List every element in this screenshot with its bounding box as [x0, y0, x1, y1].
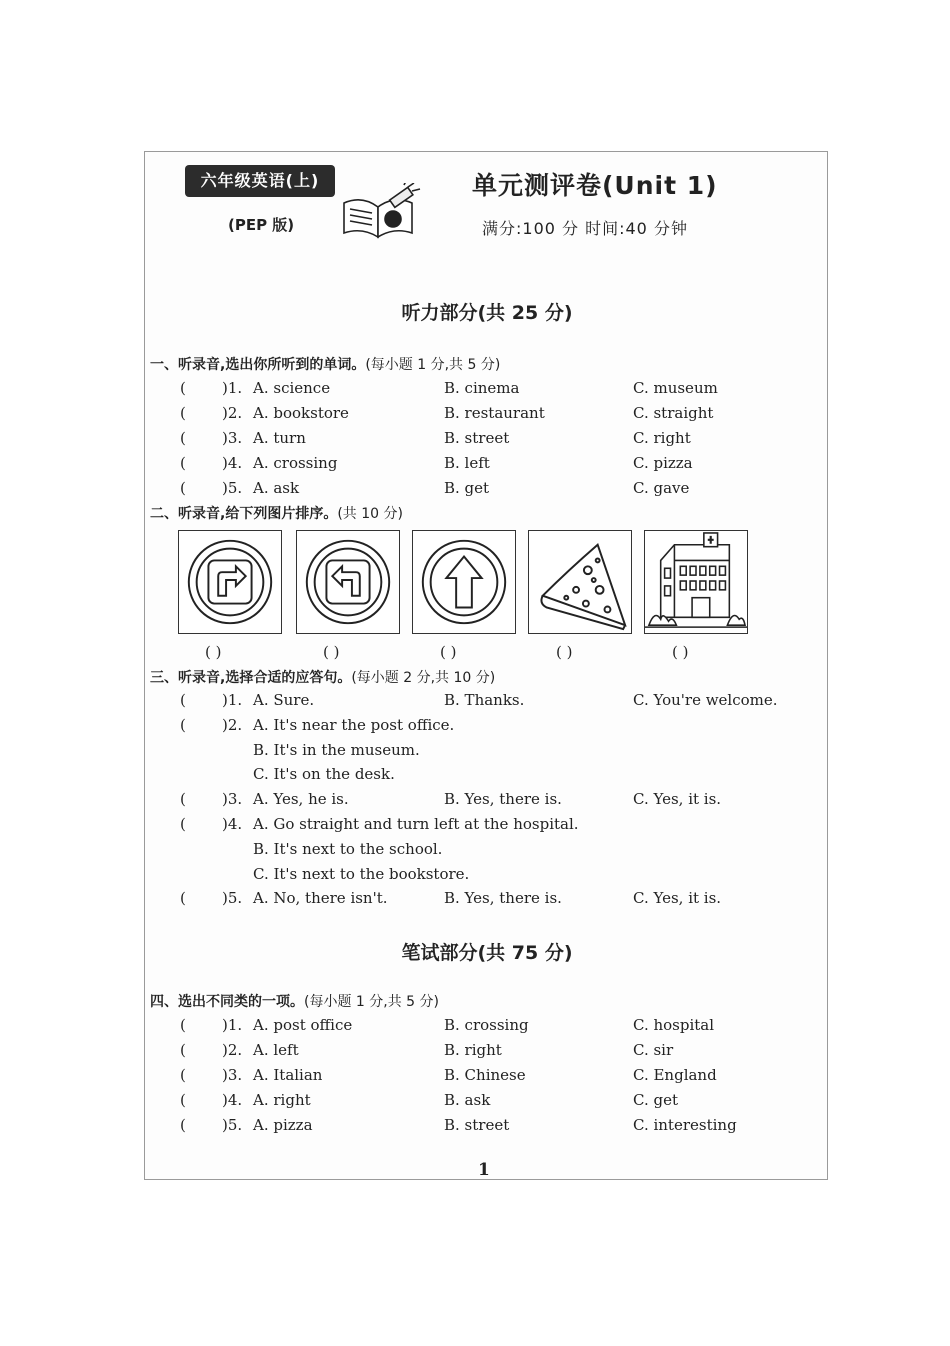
question-row: [0, 815, 950, 839]
question-number: )2.: [222, 715, 243, 734]
option-c: C. pizza: [633, 454, 693, 472]
answer-blank[interactable]: (: [180, 429, 186, 447]
question-row: [0, 716, 950, 740]
answer-blank[interactable]: (: [180, 1016, 186, 1034]
picture-answer-3[interactable]: ( ): [440, 643, 457, 661]
option-c: C. straight: [633, 404, 714, 422]
option-b: B. cinema: [444, 379, 520, 397]
answer-blank[interactable]: (: [180, 715, 186, 734]
option-b: B. crossing: [444, 1016, 529, 1034]
option-a: A. crossing: [253, 454, 338, 472]
option-b: B. Chinese: [444, 1066, 526, 1084]
option-b: B. left: [444, 454, 490, 472]
turn-right-sign-icon: [178, 530, 282, 634]
option-a: A. Go straight and turn left at the hospital.: [253, 815, 579, 833]
option-a: A. right: [253, 1091, 311, 1109]
listening-part-title: 听力部分(共 25 分): [401, 302, 573, 324]
pizza-slice-icon: [528, 530, 632, 634]
hospital-building-icon: [644, 530, 748, 634]
question-row: [0, 429, 950, 453]
question-row: [0, 790, 950, 814]
option-a: A. Yes, he is.: [253, 790, 349, 809]
question-number: )4.: [222, 1091, 243, 1109]
question-row: [0, 741, 950, 765]
option-a: A. pizza: [253, 1116, 313, 1134]
answer-blank[interactable]: (: [180, 454, 186, 472]
option-c: C. Yes, it is.: [633, 889, 722, 908]
option-c: C. interesting: [633, 1116, 737, 1134]
option-b: B. restaurant: [444, 404, 545, 422]
question-number: )5.: [222, 1116, 243, 1134]
answer-blank[interactable]: (: [180, 1066, 186, 1084]
question-row: [0, 840, 950, 864]
option-b: B. ask: [444, 1091, 491, 1109]
question-row: [0, 1116, 950, 1140]
section-2-title: 二、听录音,给下列图片排序。(共 10 分): [150, 506, 403, 522]
written-part-title: 笔试部分(共 75 分): [401, 942, 573, 964]
option-a: A. bookstore: [253, 404, 349, 422]
section-1-title: 一、听录音,选出你所听到的单词。(每小题 1 分,共 5 分): [150, 357, 501, 373]
option-c: C. museum: [633, 379, 718, 397]
option-a: A. Italian: [253, 1066, 323, 1084]
grade-tag: 六年级英语(上): [185, 165, 335, 197]
answer-blank[interactable]: (: [180, 691, 186, 709]
question-number: )2.: [222, 404, 243, 422]
option-a: A. post office: [253, 1016, 353, 1034]
exam-title: 单元测评卷(Unit 1): [472, 171, 718, 200]
option-a: A. ask: [253, 479, 300, 497]
option-a: A. Sure.: [253, 691, 315, 709]
option-c: C. sir: [633, 1041, 674, 1059]
option-a: A. left: [253, 1041, 299, 1059]
option-b: B. street: [444, 429, 510, 447]
book-telescope-icon: [338, 183, 422, 241]
question-number: )4.: [222, 454, 243, 472]
picture-answer-2[interactable]: ( ): [323, 643, 340, 661]
option-c: C. hospital: [633, 1016, 715, 1034]
question-number: )3.: [222, 429, 243, 447]
answer-blank[interactable]: (: [180, 790, 186, 809]
answer-blank[interactable]: (: [180, 379, 186, 397]
question-row: [0, 479, 950, 503]
edition-label: (PEP 版): [228, 216, 295, 234]
question-row: [0, 865, 950, 889]
answer-blank[interactable]: (: [180, 479, 186, 497]
picture-answer-1[interactable]: ( ): [205, 643, 222, 661]
score-time-info: 满分:100 分 时间:40 分钟: [482, 219, 688, 238]
question-row: [0, 889, 950, 913]
option-b: B. Thanks.: [444, 691, 525, 709]
option-a: A. No, there isn't.: [253, 889, 388, 908]
question-number: )3.: [222, 790, 243, 809]
option-a: A. turn: [253, 429, 306, 447]
option-a: B. It's next to the school.: [253, 839, 443, 858]
question-row: [0, 1066, 950, 1090]
picture-answer-4[interactable]: ( ): [556, 643, 573, 661]
turn-left-sign-icon: [296, 530, 400, 634]
question-number: )1.: [222, 691, 243, 709]
question-number: )5.: [222, 889, 243, 908]
option-a: A. It's near the post office.: [253, 715, 455, 734]
section-4-title: 四、选出不同类的一项。(每小题 1 分,共 5 分): [150, 994, 439, 1010]
answer-blank[interactable]: (: [180, 889, 186, 908]
question-number: )5.: [222, 479, 243, 497]
option-c: C. Yes, it is.: [633, 790, 722, 809]
question-row: [0, 379, 950, 403]
option-a: C. It's on the desk.: [253, 765, 395, 784]
option-b: B. right: [444, 1041, 502, 1059]
option-a: C. It's next to the bookstore.: [253, 864, 470, 883]
answer-blank[interactable]: (: [180, 404, 186, 422]
question-number: )1.: [222, 379, 243, 397]
option-c: C. right: [633, 429, 691, 447]
option-b: B. Yes, there is.: [444, 889, 562, 908]
answer-blank[interactable]: (: [180, 1041, 186, 1059]
question-row: [0, 1016, 950, 1040]
question-number: )1.: [222, 1016, 243, 1034]
option-c: C. gave: [633, 479, 690, 497]
question-number: )4.: [222, 815, 243, 833]
option-a: A. science: [253, 379, 331, 397]
option-c: C. You're welcome.: [633, 691, 778, 709]
option-b: B. street: [444, 1116, 510, 1134]
option-a: B. It's in the museum.: [253, 740, 420, 759]
question-row: [0, 765, 950, 789]
picture-answer-5[interactable]: ( ): [672, 643, 689, 661]
go-straight-sign-icon: [412, 530, 516, 634]
option-b: B. get: [444, 479, 490, 497]
page-number: 1: [478, 1160, 490, 1180]
section-3-title: 三、听录音,选择合适的应答句。(每小题 2 分,共 10 分): [150, 670, 496, 686]
question-row: [0, 404, 950, 428]
question-row: [0, 1041, 950, 1065]
question-number: )2.: [222, 1041, 243, 1059]
answer-blank[interactable]: (: [180, 1091, 186, 1109]
answer-blank[interactable]: (: [180, 815, 186, 833]
option-c: C. get: [633, 1091, 678, 1109]
question-row: [0, 1091, 950, 1115]
option-c: C. England: [633, 1066, 717, 1084]
question-number: )3.: [222, 1066, 243, 1084]
answer-blank[interactable]: (: [180, 1116, 186, 1134]
question-row: [0, 691, 950, 715]
option-b: B. Yes, there is.: [444, 790, 562, 809]
question-row: [0, 454, 950, 478]
